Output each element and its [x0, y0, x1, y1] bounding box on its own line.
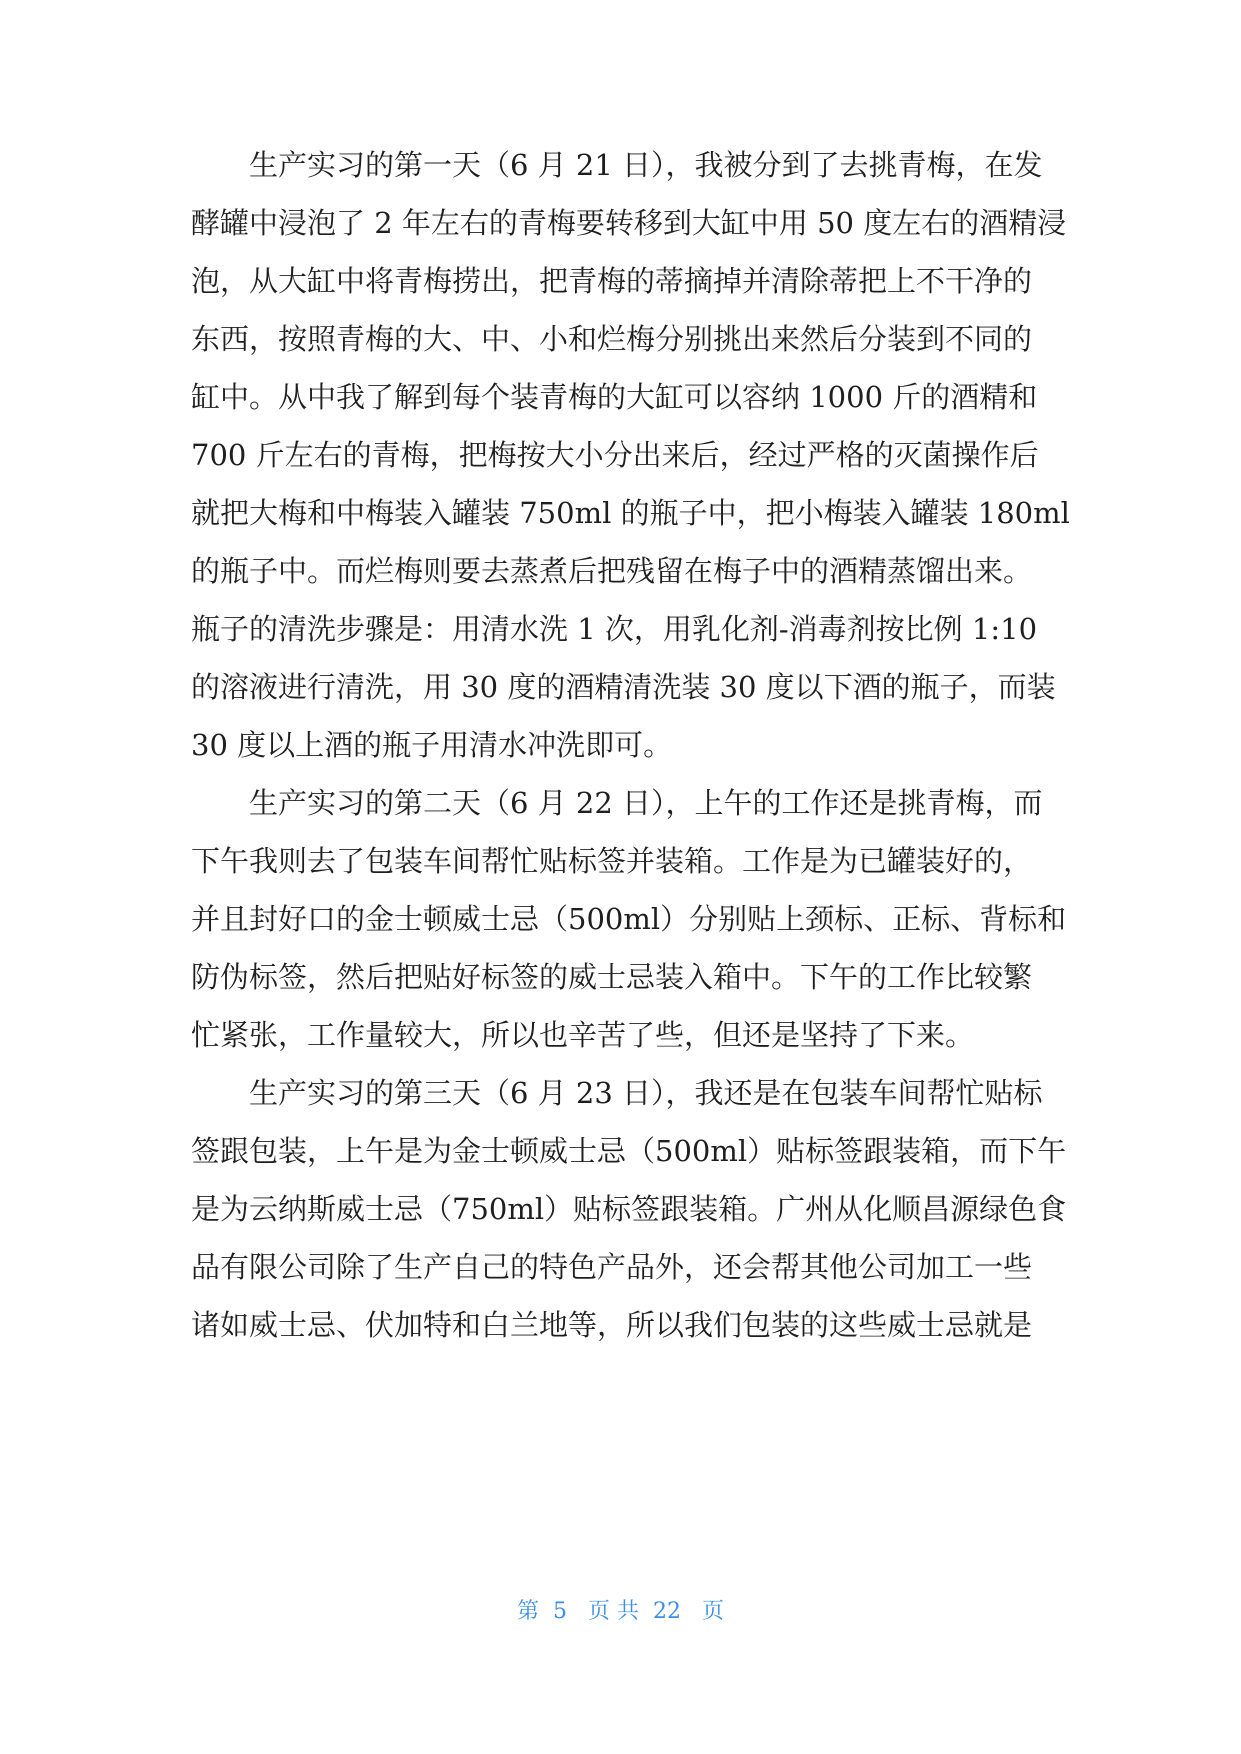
paragraph-3-line-5: 诸如威士忌、伏加特和白兰地等，所以我们包装的这些威士忌就是 — [191, 1308, 1033, 1342]
paragraph-1-line-9: 瓶子的清洗步骤是：用清水洗 1 次，用乳化剂-消毒剂按比例 1:10 — [191, 612, 1038, 646]
paragraph-1-line-6: 700 斤左右的青梅，把梅按大小分出来后，经过严格的灭菌操作后 — [191, 438, 1039, 472]
paragraph-3-line-3: 是为云纳斯威士忌（750ml）贴标签跟装箱。广州从化顺昌源绿色食 — [191, 1192, 1067, 1226]
paragraph-3-line-1: 生产实习的第三天（6 月 23 日），我还是在包装车间帮忙贴标 — [249, 1076, 1043, 1110]
paragraph-1-line-1: 生产实习的第一天（6 月 21 日），我被分到了去挑青梅，在发 — [249, 148, 1043, 182]
paragraph-2-line-4: 防伪标签，然后把贴好标签的威士忌装入箱中。下午的工作比较繁 — [191, 960, 1033, 994]
paragraph-2-line-5: 忙紧张，工作量较大，所以也辛苦了些，但还是坚持了下来。 — [191, 1018, 975, 1052]
paragraph-3-line-2: 签跟包装，上午是为金士顿威士忌（500ml）贴标签跟装箱，而下午 — [191, 1134, 1067, 1168]
paragraph-1-line-5: 缸中。从中我了解到每个装青梅的大缸可以容纳 1000 斤的酒精和 — [191, 380, 1038, 414]
paragraph-1-line-2: 酵罐中浸泡了 2 年左右的青梅要转移到大缸中用 50 度左右的酒精浸 — [191, 206, 1067, 240]
paragraph-2-line-2: 下午我则去了包装车间帮忙贴标签并装箱。工作是为已罐装好的， — [191, 844, 1033, 878]
paragraph-1-line-3: 泡，从大缸中将青梅捞出，把青梅的蒂摘掉并清除蒂把上不干净的 — [191, 264, 1033, 298]
paragraph-1-line-7: 就把大梅和中梅装入罐装 750ml 的瓶子中，把小梅装入罐装 180ml — [191, 496, 1070, 530]
paragraph-1-line-4: 东西，按照青梅的大、中、小和烂梅分别挑出来然后分装到不同的 — [191, 322, 1033, 356]
paragraph-1-line-8: 的瓶子中。而烂梅则要去蒸煮后把残留在梅子中的酒精蒸馏出来。 — [191, 554, 1033, 588]
paragraph-2-line-3: 并且封好口的金士顿威士忌（500ml）分别贴上颈标、正标、背标和 — [191, 902, 1067, 936]
paragraph-2-line-1: 生产实习的第二天（6 月 22 日），上午的工作还是挑青梅，而 — [249, 786, 1043, 820]
page-number-footer: 第 5 页 共 22 页 — [517, 1599, 724, 1624]
paragraph-1-line-11: 30 度以上酒的瓶子用清水冲洗即可。 — [191, 728, 673, 762]
paragraph-1-line-10: 的溶液进行清洗，用 30 度的酒精清洗装 30 度以下酒的瓶子，而装 — [191, 670, 1056, 704]
paragraph-3-line-4: 品有限公司除了生产自己的特色产品外，还会帮其他公司加工一些 — [191, 1250, 1033, 1284]
